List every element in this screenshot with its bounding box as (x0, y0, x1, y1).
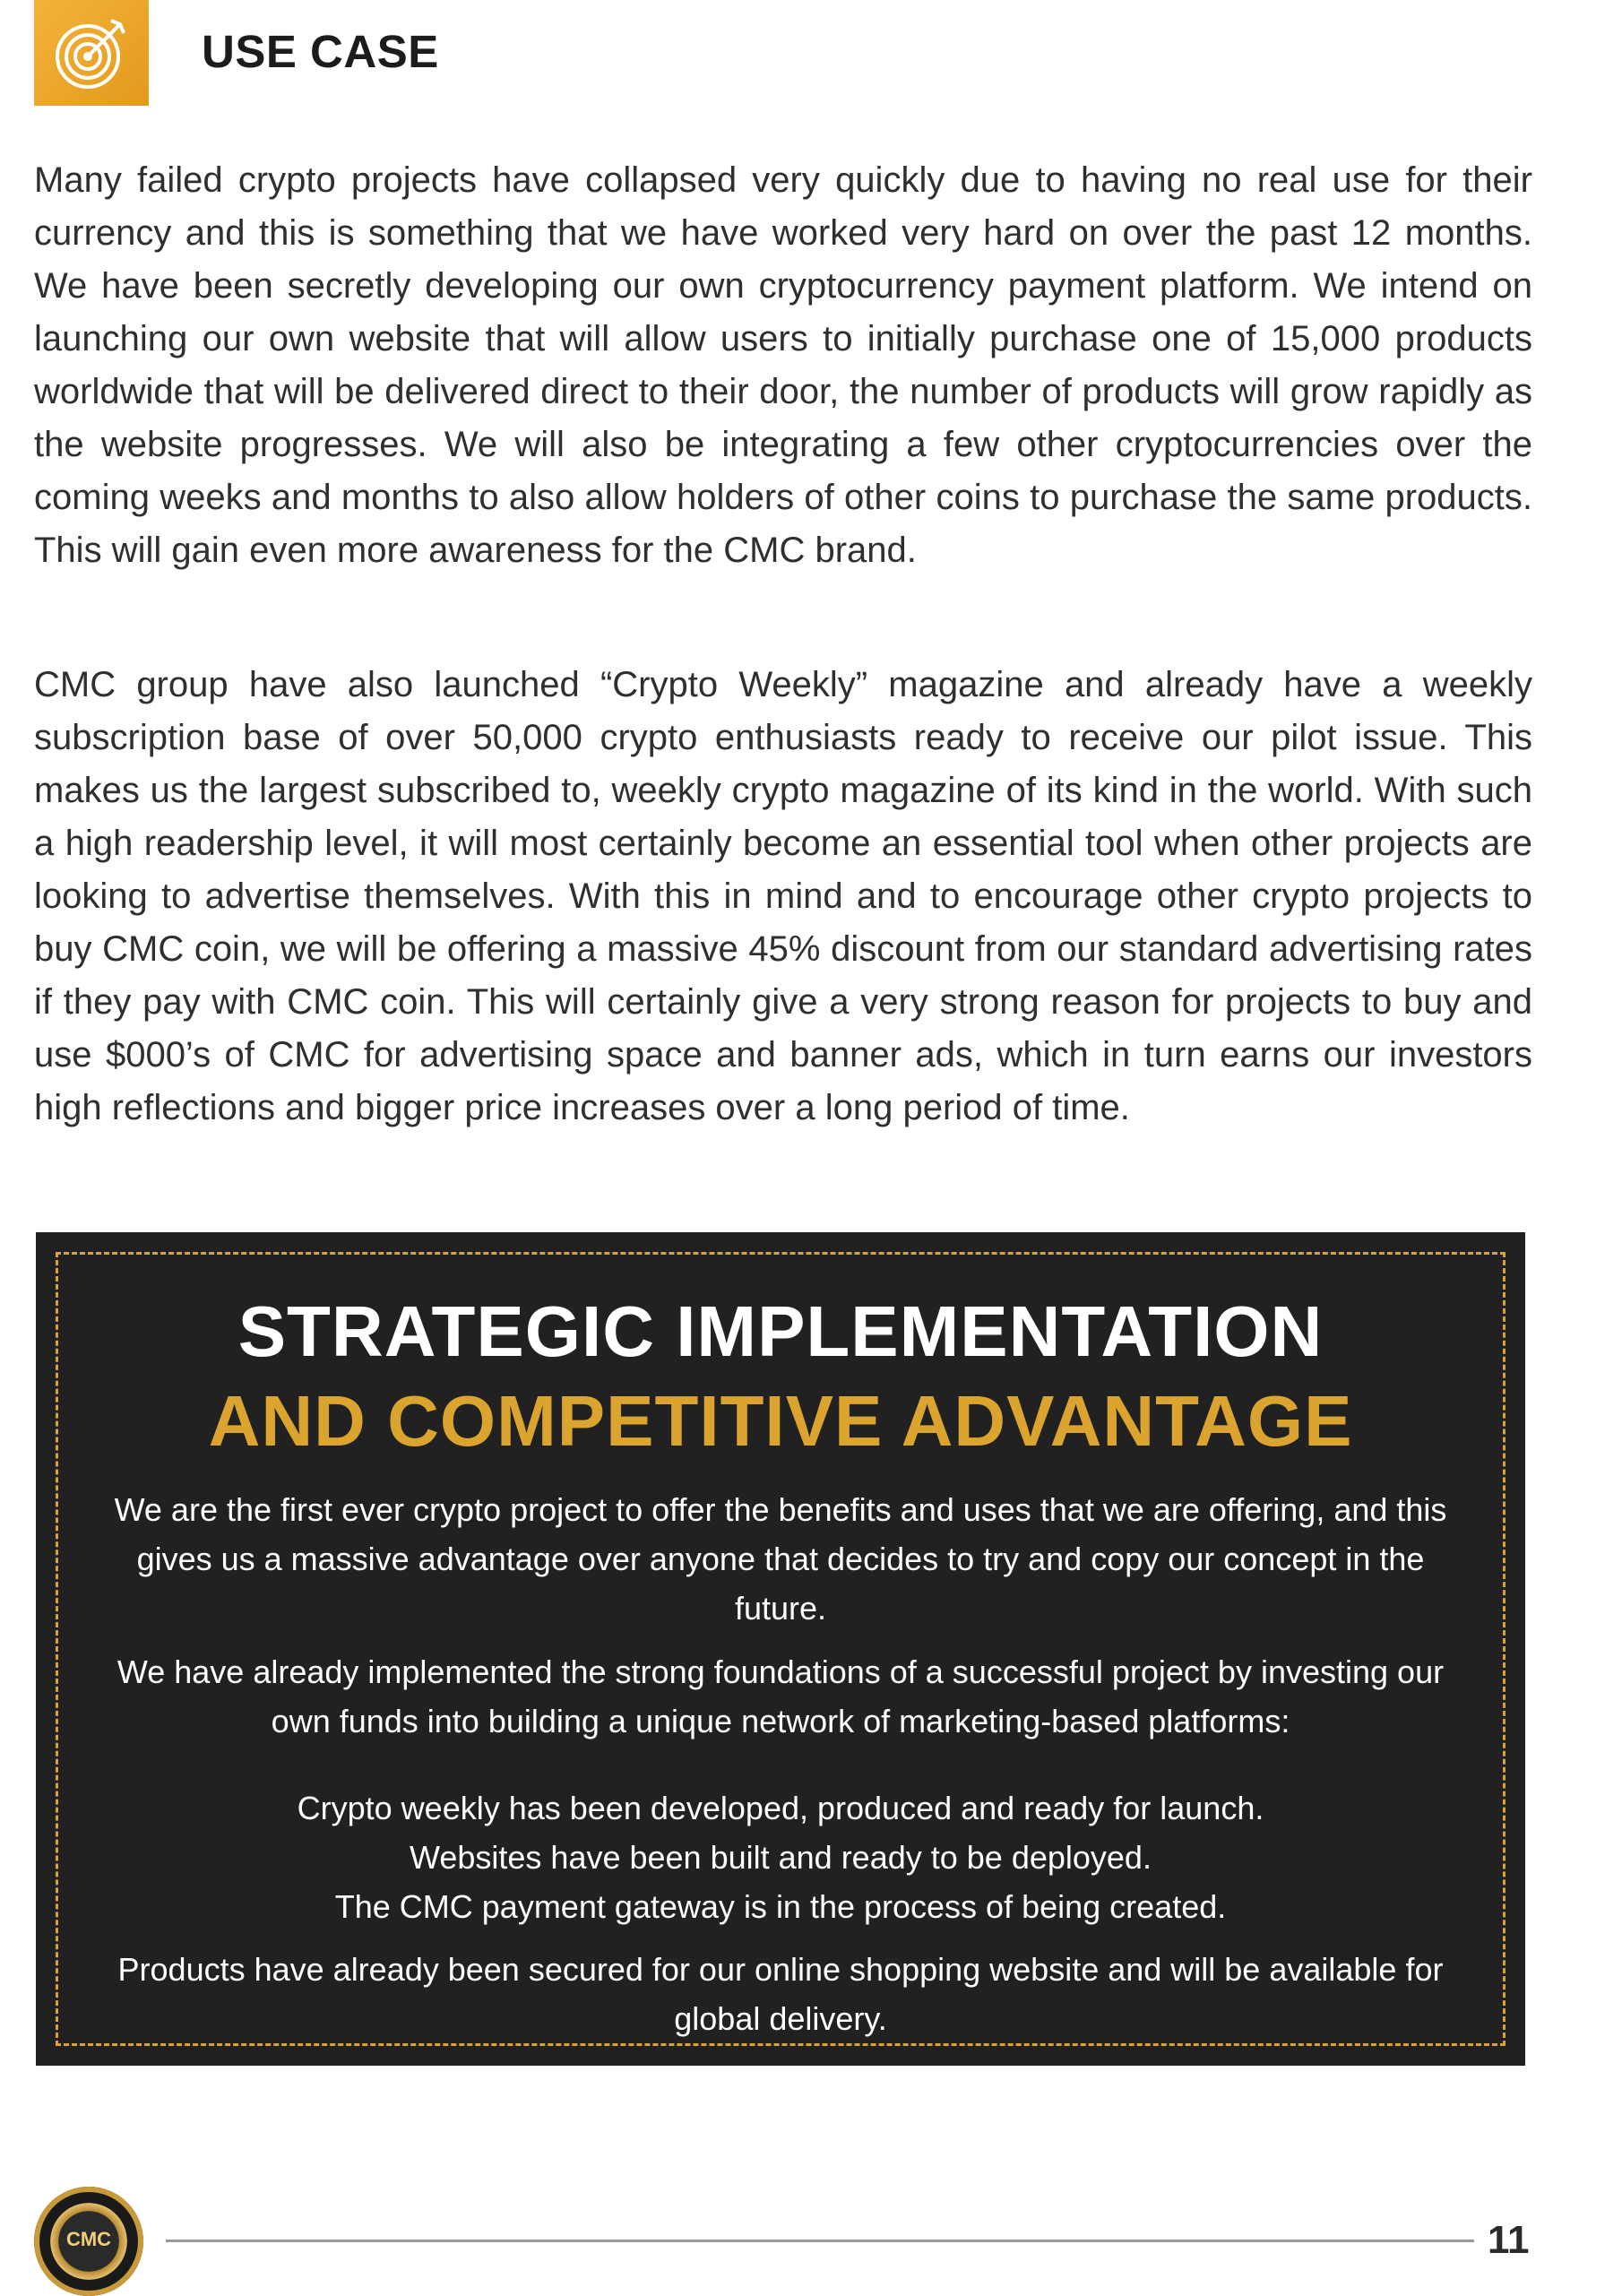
panel-list-item: Crypto weekly has been developed, produced and ready for launch. (297, 1790, 1264, 1826)
page-title: USE CASE (202, 26, 439, 77)
cmc-logo (34, 2187, 143, 2296)
target-icon (48, 10, 134, 96)
panel-title-line-2: AND COMPETITIVE ADVANTAGE (208, 1381, 1353, 1461)
footer-divider (166, 2240, 1474, 2242)
panel-list-item: Websites have been built and ready to be deployed. (410, 1839, 1152, 1876)
body-paragraph-1: Many failed crypto projects have collapsed very quickly due to having no real use for their currency and this is something that we have worked very hard on over the past 12 months. We have been secretly developing our own cryptocurrency payment platform. We intend on launching our own website that will allow users to initially purchase one of 15,000 products worldwide that will be delivered direct to their door, the number of products will grow rapidly as the website progresses. We will also be integrating a few other cryptocurrencies over the coming weeks and months to also allow holders of other coins to purchase the same products. This will gain even more awareness for the CMC brand. (34, 160, 1532, 570)
body-paragraph-2: CMC group have also launched “Crypto Weekly” magazine and already have a weekly subscription base of over 50,000 crypto enthusiasts ready to receive our pilot issue. This makes us the largest subscribed to, weekly crypto magazine of its kind in the world. With such a high readership level, it will most certainly become an essential tool when other projects are looking to advertise themselves. With this in mind and to encourage other crypto projects to buy CMC coin, we will be offering a massive 45% discount from our standard advertising rates if they pay with CMC coin. This will certainly give a very strong reason for projects to buy and use $000’s of CMC for advertising space and banner ads, which in turn earns our investors high reflections and bigger price increases over a long period of time. (34, 665, 1532, 1127)
panel-title-line-1: STRATEGIC IMPLEMENTATION (237, 1291, 1324, 1371)
page-number: 11 (1488, 2218, 1530, 2262)
strategic-panel (36, 1232, 1525, 2066)
header-icon-box (34, 0, 149, 106)
logo-text: CMC (65, 2228, 112, 2250)
panel-list (112, 1783, 1449, 1931)
panel-list-item: The CMC payment gateway is in the process of being created. (334, 1888, 1227, 1925)
panel-dashed-border (56, 1252, 1506, 2046)
panel-paragraph-2: We have already implemented the strong foundations of a successful project by investing our own funds into building a unique network of marketing-based platforms: (116, 1653, 1445, 1739)
panel-paragraph-4: Products have already been secured for our online shopping website and will be available for global delivery. (117, 1951, 1444, 2037)
panel-paragraph-1: We are the first ever crypto project to offer the benefits and uses that we are offering, and this gives us a massive advantage over anyone that decides to try and copy our concept in the future. (114, 1491, 1447, 1627)
